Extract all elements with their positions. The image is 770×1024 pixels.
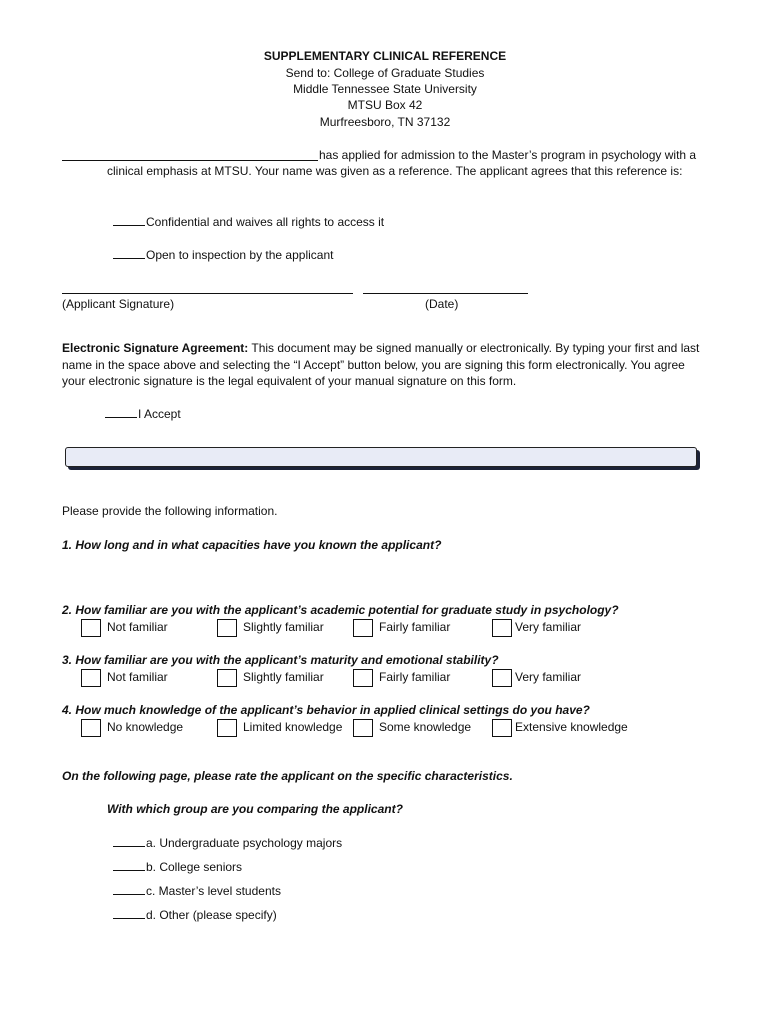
electronic-signature-field[interactable] <box>65 447 697 467</box>
q2-option-label: Slightly familiar <box>243 620 324 634</box>
group-a-label: a. Undergraduate psychology majors <box>146 836 343 850</box>
date-label: (Date) <box>425 297 459 311</box>
question-1-text: 1. How long and in what capacities have you known the applicant? <box>62 538 442 552</box>
box-line: MTSU Box 42 <box>347 98 423 112</box>
group-b-blank[interactable] <box>113 859 145 871</box>
esign-text-1: This document may be signed manually or electronically. By typing your first and last <box>248 341 700 355</box>
q4-option-label: No knowledge <box>107 720 184 734</box>
group-option-c <box>113 883 281 898</box>
q4-option-label: Extensive knowledge <box>515 720 628 734</box>
q4-option-label: Limited knowledge <box>243 720 343 734</box>
q3-option-label: Slightly familiar <box>243 670 324 684</box>
confidential-blank[interactable] <box>113 214 145 226</box>
intro-line-2: clinical emphasis at MTSU. Your name was given as a reference. The applicant agrees that this reference is: <box>107 164 683 178</box>
q3-option-label: Fairly familiar <box>379 670 451 684</box>
open-label: Open to inspection by the applicant <box>146 248 334 262</box>
open-blank[interactable] <box>113 247 145 259</box>
applicant-name-field[interactable] <box>62 160 318 161</box>
intro-line-1: has applied for admission to the Master’s program in psychology with a <box>319 148 697 162</box>
q3-checkbox-very-familiar[interactable] <box>492 669 512 687</box>
esign-text-2: name in the space above and selecting the “I Accept” button below, you are signing this form electronically. You agree <box>62 357 685 372</box>
applicant-signature-line[interactable] <box>62 293 353 294</box>
q2-option-label: Fairly familiar <box>379 620 451 634</box>
rating-intro: On the following page, please rate the applicant on the specific characteristics. <box>62 769 513 783</box>
q3-checkbox-fairly-familiar[interactable] <box>353 669 373 687</box>
q3-checkbox-not-familiar[interactable] <box>81 669 101 687</box>
q2-checkbox-very-familiar[interactable] <box>492 619 512 637</box>
group-b-label: b. College seniors <box>146 860 243 874</box>
date-line[interactable] <box>363 293 528 294</box>
send-to-line: Send to: College of Graduate Studies <box>285 66 485 80</box>
esign-heading: Electronic Signature Agreement: <box>62 341 249 355</box>
q2-option-label: Not familiar <box>107 620 168 634</box>
q4-checkbox-limited-knowledge[interactable] <box>217 719 237 737</box>
esign-text-3: your electronic signature is the legal equivalent of your manual signature on this form. <box>62 374 517 388</box>
group-a-blank[interactable] <box>113 835 145 847</box>
group-c-label: c. Master’s level students <box>146 884 281 898</box>
group-c-blank[interactable] <box>113 883 145 895</box>
waiver-open <box>113 247 333 262</box>
form-title: SUPPLEMENTARY CLINICAL REFERENCE <box>263 49 507 63</box>
applicant-signature-label: (Applicant Signature) <box>62 297 175 311</box>
question-3: 3. How familiar are you with the applicant’s maturity and emotional stability? <box>62 653 499 667</box>
q3-option-label: Very familiar <box>515 670 582 684</box>
q4-checkbox-extensive-knowledge[interactable] <box>492 719 512 737</box>
q3-checkbox-slightly-familiar[interactable] <box>217 669 237 687</box>
university-line: Middle Tennessee State University <box>293 82 477 96</box>
group-d-blank[interactable] <box>113 907 145 919</box>
accept-blank[interactable] <box>105 406 137 418</box>
group-option-d <box>113 907 277 922</box>
accept-option <box>105 406 181 421</box>
group-option-a <box>113 835 342 850</box>
accept-label: I Accept <box>138 407 181 421</box>
city-line: Murfreesboro, TN 37132 <box>319 115 451 129</box>
group-option-b <box>113 859 242 874</box>
q4-option-label: Some knowledge <box>379 720 472 734</box>
q4-checkbox-some-knowledge[interactable] <box>353 719 373 737</box>
q2-checkbox-fairly-familiar[interactable] <box>353 619 373 637</box>
group-d-label: d. Other (please specify) <box>146 908 277 922</box>
please-provide: Please provide the following information. <box>62 504 278 518</box>
confidential-label: Confidential and waives all rights to access it <box>146 215 385 229</box>
q4-checkbox-no-knowledge[interactable] <box>81 719 101 737</box>
esign-paragraph <box>62 340 699 390</box>
question-4: 4. How much knowledge of the applicant’s behavior in applied clinical settings do you have? <box>62 703 590 717</box>
q3-option-label: Not familiar <box>107 670 168 684</box>
question-2: 2. How familiar are you with the applicant’s academic potential for graduate study in psychology? <box>62 603 619 617</box>
q2-checkbox-slightly-familiar[interactable] <box>217 619 237 637</box>
q2-checkbox-not-familiar[interactable] <box>81 619 101 637</box>
waiver-confidential <box>113 214 384 229</box>
comparison-question: With which group are you comparing the applicant? <box>107 802 403 816</box>
q2-option-label: Very familiar <box>515 620 582 634</box>
